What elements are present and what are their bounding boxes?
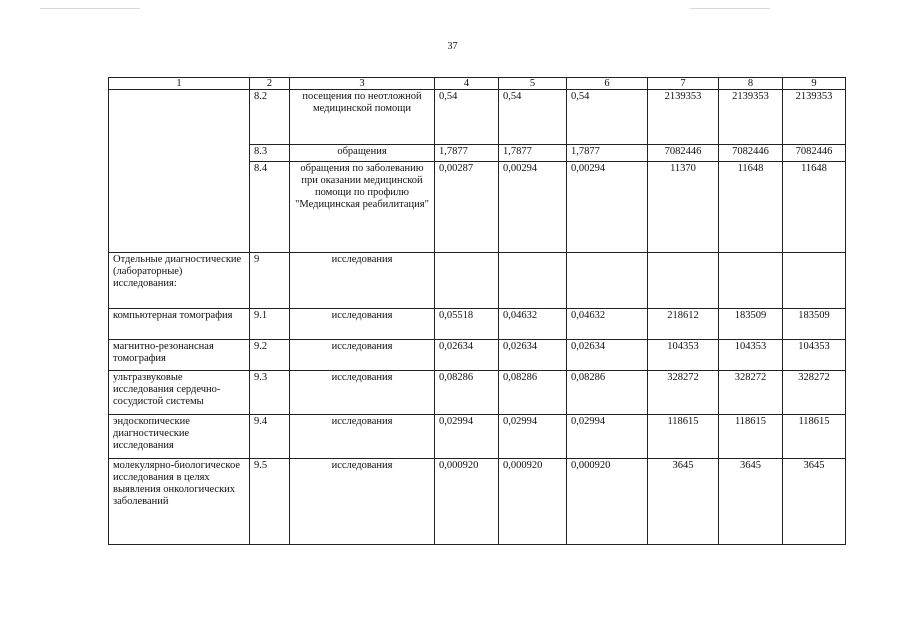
scan-artifact-left	[40, 8, 140, 9]
row-value-col6: 0,000920	[567, 459, 648, 545]
table-row	[109, 340, 846, 371]
row-value-col5: 0,04632	[499, 309, 567, 340]
row-value-col7: 2139353	[648, 90, 719, 145]
row-name-cell: молекулярно-биологическое исследования в целях выявления онкологических заболеваний	[109, 459, 250, 545]
row-value-col4: 1,7877	[435, 145, 499, 162]
row-value-col5: 0,000920	[499, 459, 567, 545]
row-value-col6: 0,00294	[567, 162, 648, 253]
row-code-cell: 9.4	[250, 415, 290, 459]
header-cell: 2	[250, 78, 290, 90]
row-value-col8: 7082446	[719, 145, 783, 162]
header-cell: 8	[719, 78, 783, 90]
row-value-col4: 0,02634	[435, 340, 499, 371]
data-table	[108, 77, 846, 545]
row-value-col6: 0,08286	[567, 371, 648, 415]
row-value-col4: 0,02994	[435, 415, 499, 459]
row-value-col4: 0,08286	[435, 371, 499, 415]
row-value-col6: 0,54	[567, 90, 648, 145]
row-value-col8	[719, 253, 783, 309]
row-value-col9: 11648	[783, 162, 846, 253]
row-code-cell: 8.2	[250, 90, 290, 145]
row-name-cell: компьютерная томография	[109, 309, 250, 340]
row-value-col7: 218612	[648, 309, 719, 340]
row-name-cell: магнитно-резонансная томография	[109, 340, 250, 371]
row-value-col7: 3645	[648, 459, 719, 545]
row-code-cell: 9.2	[250, 340, 290, 371]
row-value-col9: 2139353	[783, 90, 846, 145]
row-value-col5: 0,08286	[499, 371, 567, 415]
table-row	[109, 90, 846, 145]
row-value-col4: 0,00287	[435, 162, 499, 253]
row-value-col7	[648, 253, 719, 309]
row-value-col8: 183509	[719, 309, 783, 340]
row-name-cell: эндоскопические диагностические исследования	[109, 415, 250, 459]
row-value-col8: 3645	[719, 459, 783, 545]
row-value-col6: 0,02634	[567, 340, 648, 371]
table-row	[109, 459, 846, 545]
row-value-col4: 0,000920	[435, 459, 499, 545]
row-value-col9: 183509	[783, 309, 846, 340]
row-name-cell: Отдельные диагностические (лабораторные) исследования:	[109, 253, 250, 309]
row-name-cell: ультразвуковые исследования сердечно-сосудистой системы	[109, 371, 250, 415]
header-cell: 6	[567, 78, 648, 90]
row-value-col7: 7082446	[648, 145, 719, 162]
row-code-cell: 9	[250, 253, 290, 309]
header-cell: 4	[435, 78, 499, 90]
table-row	[109, 415, 846, 459]
row-value-col8: 11648	[719, 162, 783, 253]
row-unit-cell: исследования	[290, 309, 435, 340]
row-value-col7: 104353	[648, 340, 719, 371]
row-unit-cell: обращения по заболеванию при оказании медицинской помощи по профилю "Медицинская реабилитация"	[290, 162, 435, 253]
row-value-col5: 0,02994	[499, 415, 567, 459]
table-row	[109, 253, 846, 309]
table-row	[109, 371, 846, 415]
row-value-col9: 118615	[783, 415, 846, 459]
row-value-col4: 0,05518	[435, 309, 499, 340]
row-value-col4	[435, 253, 499, 309]
row-code-cell: 9.1	[250, 309, 290, 340]
row-unit-cell: обращения	[290, 145, 435, 162]
row-value-col9	[783, 253, 846, 309]
row-value-col8: 328272	[719, 371, 783, 415]
table-header-row	[109, 78, 846, 90]
page-number: 37	[447, 41, 458, 52]
row-value-col6: 0,02994	[567, 415, 648, 459]
row-value-col6: 1,7877	[567, 145, 648, 162]
row-value-col9: 104353	[783, 340, 846, 371]
row-unit-cell: посещения по неотложной медицинской помощи	[290, 90, 435, 145]
row-value-col9: 3645	[783, 459, 846, 545]
row-value-col5: 1,7877	[499, 145, 567, 162]
row-value-col5: 0,00294	[499, 162, 567, 253]
header-cell: 5	[499, 78, 567, 90]
row-value-col9: 7082446	[783, 145, 846, 162]
header-cell: 9	[783, 78, 846, 90]
table-row	[109, 309, 846, 340]
row-value-col8: 2139353	[719, 90, 783, 145]
row-code-cell: 9.5	[250, 459, 290, 545]
row-value-col5	[499, 253, 567, 309]
row-value-col5: 0,02634	[499, 340, 567, 371]
row-name-cell	[109, 90, 250, 253]
row-value-col8: 118615	[719, 415, 783, 459]
row-value-col7: 328272	[648, 371, 719, 415]
row-code-cell: 8.3	[250, 145, 290, 162]
row-unit-cell: исследования	[290, 340, 435, 371]
row-value-col6: 0,04632	[567, 309, 648, 340]
row-value-col7: 11370	[648, 162, 719, 253]
header-cell: 3	[290, 78, 435, 90]
row-value-col5: 0,54	[499, 90, 567, 145]
row-unit-cell: исследования	[290, 459, 435, 545]
row-value-col6	[567, 253, 648, 309]
row-value-col4: 0,54	[435, 90, 499, 145]
row-value-col7: 118615	[648, 415, 719, 459]
row-value-col9: 328272	[783, 371, 846, 415]
scan-artifact-right	[690, 8, 770, 9]
row-unit-cell: исследования	[290, 371, 435, 415]
row-unit-cell: исследования	[290, 415, 435, 459]
row-code-cell: 9.3	[250, 371, 290, 415]
row-unit-cell: исследования	[290, 253, 435, 309]
header-cell: 7	[648, 78, 719, 90]
header-cell: 1	[109, 78, 250, 90]
row-value-col8: 104353	[719, 340, 783, 371]
row-code-cell: 8.4	[250, 162, 290, 253]
